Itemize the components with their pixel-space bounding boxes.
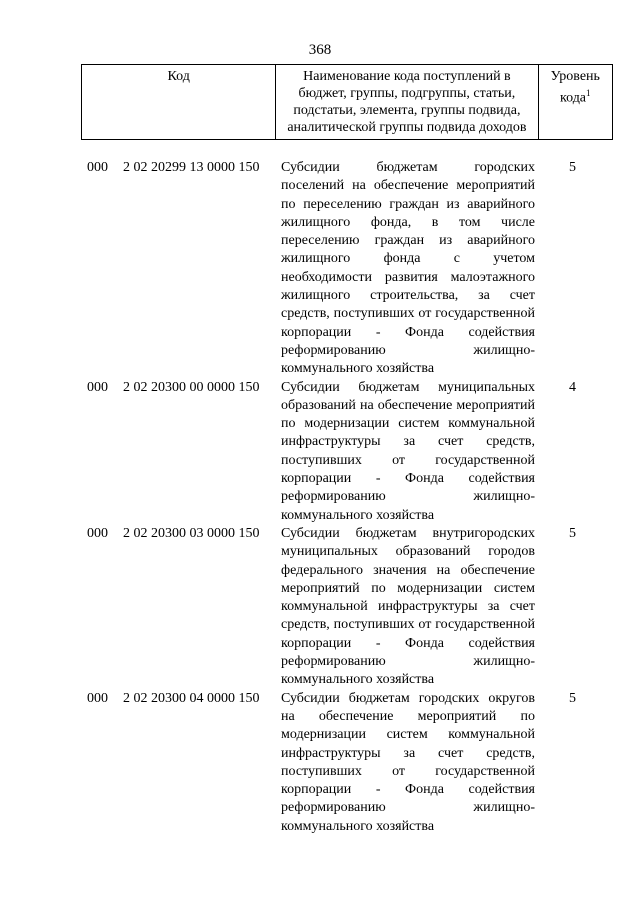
admin-code: 000 (87, 379, 108, 395)
header-level (538, 65, 612, 140)
code-level: 5 (569, 690, 576, 706)
income-name: Субсидии бюджетам муниципальных образований на обеспечение мероприятий по модернизации систем коммунальной инфраструктуры за счет средств, поступивших от государственной корпорации - Фонда содействия реформированию жилищно-коммунального хозяйства (281, 379, 535, 523)
code-level: 5 (569, 525, 576, 541)
code-level: 4 (569, 379, 576, 395)
admin-code: 000 (87, 525, 108, 541)
admin-code: 000 (87, 160, 108, 175)
table-row (81, 379, 613, 525)
header-level-label: Уровень кода (550, 69, 600, 106)
table-body (81, 159, 613, 836)
table-row (81, 525, 613, 690)
page-number: 368 (308, 42, 332, 58)
admin-code: 000 (87, 690, 108, 706)
code-level: 5 (569, 160, 576, 175)
header-level-footnote: 1 (586, 88, 591, 98)
income-name: Субсидии бюджетам внутригородских муниципальных образований городов федерального значения на обеспечение мероприятий по модернизации систем коммунальной инфраструктуры за счет средств, поступивших от государственной корпорации - Фонда содействия реформированию жилищно-коммунального хозяйства (281, 525, 535, 688)
table-row (81, 159, 613, 379)
income-code: 2 02 20299 13 0000 150 (123, 160, 260, 175)
income-code: 2 02 20300 00 0000 150 (123, 379, 260, 395)
header-name: Наименование кода поступлений в бюджет, группы, подгруппы, статьи, подстатьи, элемента, группы подвида, аналитической группы подвида доходов (276, 65, 538, 140)
income-name: Субсидии бюджетам городских округов на обеспечение мероприятий по модернизации систем коммунальной инфраструктуры за счет средств, поступивших от государственной корпорации - Фонда содействия реформированию жилищно-коммунального хозяйства (281, 690, 535, 834)
income-name: Субсидии бюджетам городских поселений на обеспечение мероприятий по переселению граждан из аварийного жилищного фонда, в том числе переселению граждан из аварийного жилищного фонда с учетом необходимости развития малоэтажного жилищного строительства, за счет средств, поступивших от государственной корпорации - Фонда содействия реформированию жилищно-коммунального хозяйства (281, 160, 535, 377)
table-row (81, 690, 613, 836)
income-code: 2 02 20300 04 0000 150 (123, 690, 260, 706)
header-code: Код (82, 65, 276, 140)
table-header (81, 64, 613, 140)
income-code: 2 02 20300 03 0000 150 (123, 525, 260, 541)
